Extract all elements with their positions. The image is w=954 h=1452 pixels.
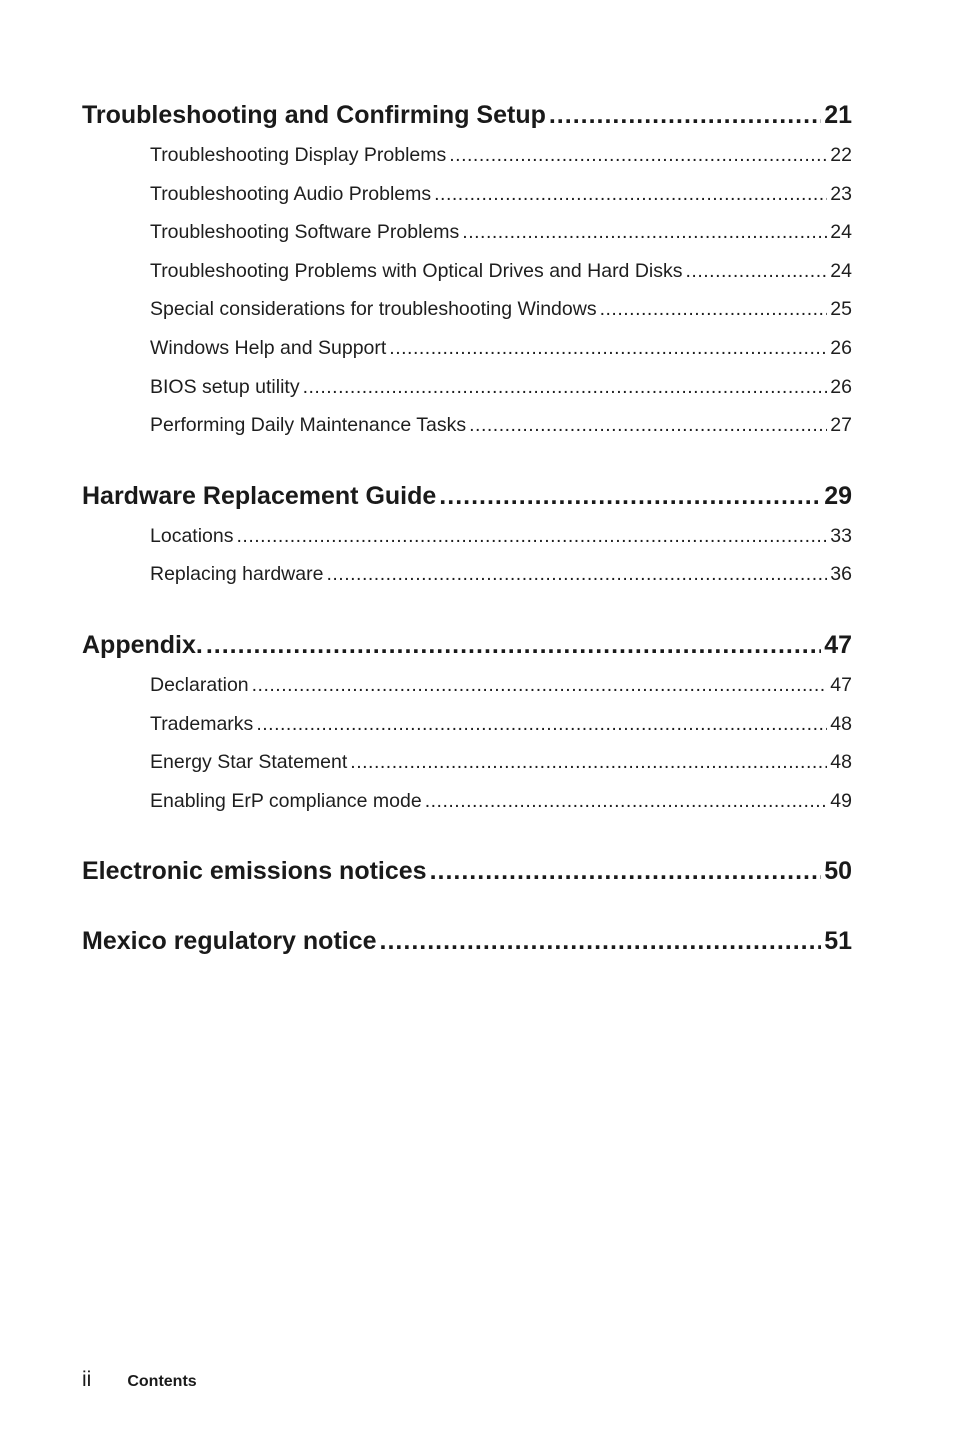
toc-chapter — [82, 477, 852, 594]
toc-section-list — [82, 517, 852, 594]
toc-chapter-entry[interactable] — [82, 852, 852, 890]
dot-leader — [252, 666, 828, 705]
section-title: Troubleshooting Audio Problems — [150, 182, 432, 205]
dot-leader — [303, 368, 828, 407]
toc-section-entry[interactable] — [150, 782, 852, 821]
chapter-title: Hardware Replacement Guide — [82, 481, 437, 510]
dot-leader — [389, 329, 827, 368]
chapter-title: Appendix. — [82, 630, 203, 659]
section-page-number: 24 — [830, 259, 852, 282]
toc-chapter-entry[interactable] — [82, 96, 852, 134]
section-title: Enabling ErP compliance mode — [150, 789, 422, 812]
section-title: Troubleshooting Display Problems — [150, 144, 447, 166]
section-page-number: 25 — [830, 298, 852, 321]
dot-leader — [434, 175, 827, 214]
toc-section-list — [82, 136, 852, 445]
dot-leader — [449, 136, 827, 175]
section-title: Troubleshooting Software Problems — [150, 221, 460, 244]
section-title: Troubleshooting Problems with Optical Drives and Hard Disks — [150, 259, 683, 282]
toc-section-entry[interactable] — [150, 666, 852, 705]
toc-chapter — [82, 96, 852, 445]
section-page-number: 48 — [830, 712, 852, 735]
toc-section-entry[interactable] — [150, 555, 852, 594]
toc-section-entry[interactable] — [150, 136, 852, 175]
section-title: Windows Help and Support — [150, 336, 387, 359]
section-title: Energy Star Statement — [150, 751, 348, 774]
section-page-number: 26 — [830, 336, 852, 359]
dot-leader — [236, 517, 827, 556]
section-title: Trademarks — [150, 712, 254, 735]
chapter-title: Mexico regulatory notice — [82, 927, 377, 956]
section-title: Performing Daily Maintenance Tasks — [150, 414, 467, 437]
section-page-number: 48 — [830, 751, 852, 774]
section-page-number: 23 — [830, 182, 852, 205]
footer-section-label: Contents — [127, 1373, 197, 1390]
toc-section-entry[interactable] — [150, 705, 852, 744]
section-title: Replacing hardware — [150, 563, 324, 586]
section-page-number: 33 — [830, 524, 852, 547]
section-page-number: 22 — [830, 144, 852, 166]
dot-leader — [256, 705, 827, 744]
toc-section-list — [82, 666, 852, 820]
page-footer — [82, 1368, 197, 1392]
section-title: Locations — [150, 524, 234, 547]
dot-leader — [326, 555, 827, 594]
footer-page-number: ii — [82, 1368, 92, 1391]
toc-chapter-entry[interactable] — [82, 922, 852, 960]
chapter-page-number: 29 — [824, 481, 852, 510]
section-page-number: 49 — [830, 789, 852, 812]
chapter-page-number: 47 — [824, 630, 852, 659]
dot-leader — [206, 626, 821, 664]
dot-leader — [350, 743, 827, 782]
toc-section-entry[interactable] — [150, 743, 852, 782]
toc-section-entry[interactable] — [150, 175, 852, 214]
section-page-number: 24 — [830, 221, 852, 244]
section-title: Special considerations for troubleshooting Windows — [150, 298, 597, 321]
toc-chapter-entry[interactable] — [82, 626, 852, 664]
dot-leader — [380, 922, 822, 960]
dot-leader — [439, 477, 821, 515]
toc-chapter — [82, 852, 852, 890]
toc-section-entry[interactable] — [150, 252, 852, 291]
toc-section-entry[interactable] — [150, 406, 852, 445]
table-of-contents — [82, 96, 852, 992]
section-title: Declaration — [150, 673, 249, 696]
section-page-number: 26 — [830, 375, 852, 398]
toc-section-entry[interactable] — [150, 517, 852, 556]
dot-leader — [430, 852, 822, 890]
chapter-page-number: 51 — [824, 927, 852, 956]
dot-leader — [469, 406, 827, 445]
toc-section-entry[interactable] — [150, 290, 852, 329]
section-page-number: 47 — [830, 673, 852, 696]
section-page-number: 36 — [830, 563, 852, 586]
chapter-page-number: 50 — [824, 857, 852, 886]
dot-leader — [600, 290, 828, 329]
toc-section-entry[interactable] — [150, 368, 852, 407]
chapter-page-number: 21 — [824, 101, 852, 129]
dot-leader — [462, 213, 827, 252]
toc-chapter — [82, 922, 852, 960]
section-title: BIOS setup utility — [150, 375, 300, 398]
dot-leader — [549, 96, 821, 134]
chapter-title: Troubleshooting and Confirming Setup — [82, 101, 546, 129]
section-page-number: 27 — [830, 414, 852, 437]
chapter-title: Electronic emissions notices — [82, 857, 427, 886]
toc-chapter-entry[interactable] — [82, 477, 852, 515]
toc-section-entry[interactable] — [150, 329, 852, 368]
toc-chapter — [82, 626, 852, 820]
toc-section-entry[interactable] — [150, 213, 852, 252]
dot-leader — [686, 252, 828, 291]
dot-leader — [425, 782, 828, 821]
